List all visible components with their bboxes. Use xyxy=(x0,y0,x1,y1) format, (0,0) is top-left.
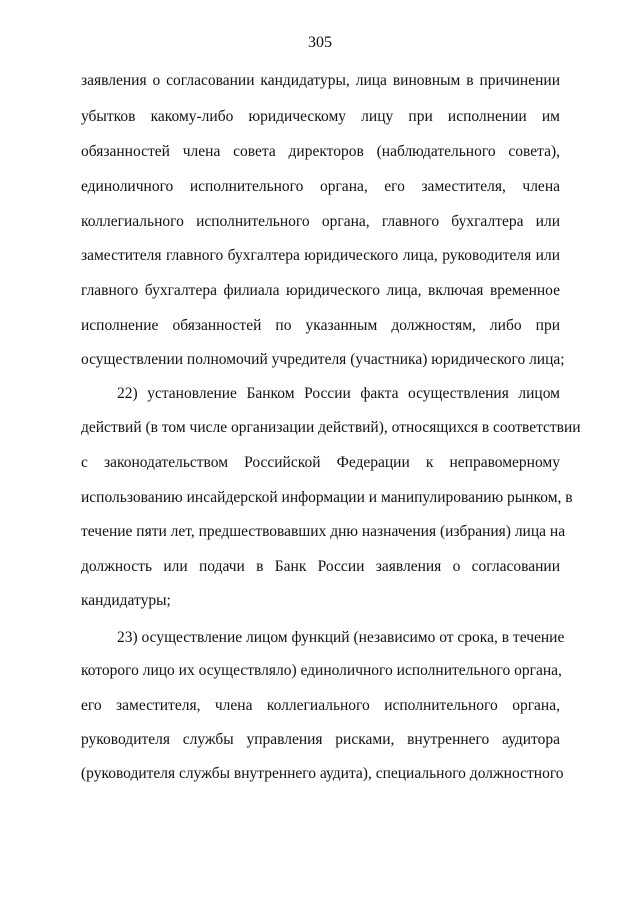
text-line: заместителя главного бухгалтера юридического лица, руководителя или xyxy=(81,247,560,264)
text-line: коллегиального исполнительного органа, главного бухгалтера или xyxy=(81,213,560,230)
text-line: обязанностей члена совета директоров (наблюдательного совета), xyxy=(81,143,560,160)
text-line: (руководителя службы внутреннего аудита), специального должностного xyxy=(81,765,564,782)
text-line: действий (в том числе организации действий), относящихся в соответствии xyxy=(81,419,581,436)
text-line: исполнение обязанностей по указанным должностям, либо при xyxy=(81,317,560,334)
text-line: с законодательством Российской Федерации к неправомерному xyxy=(81,454,560,471)
text-line: главного бухгалтера филиала юридического лица, включая временное xyxy=(81,282,560,299)
paragraph-end-line: осуществлении полномочий учредителя (участника) юридического лица; xyxy=(81,351,565,368)
text-line: течение пяти лет, предшествовавших дню назначения (избрания) лица на xyxy=(81,523,566,540)
text-line: единоличного исполнительного органа, его заместителя, члена xyxy=(81,178,560,195)
paragraph-end-line: кандидатуры; xyxy=(81,592,171,609)
text-line: использованию инсайдерской информации и манипулированию рынком, в xyxy=(81,489,573,506)
text-line: заявления о согласовании кандидатуры, лица виновным в причинении xyxy=(81,72,560,89)
item-22-start: 22) установление Банком России факта осуществления лицом xyxy=(117,385,560,402)
text-line: должность или подачи в Банк России заявления о согласовании xyxy=(81,558,560,575)
text-line: убытков какому-либо юридическому лицу при исполнении им xyxy=(81,108,560,125)
page-number: 305 xyxy=(308,34,332,51)
text-line: которого лицо их осуществляло) единоличного исполнительного органа, xyxy=(81,662,562,679)
text-line: руководителя службы управления рисками, внутреннего аудитора xyxy=(81,731,560,748)
text-line: его заместителя, члена коллегиального исполнительного органа, xyxy=(81,697,560,714)
item-23-start: 23) осуществление лицом функций (независимо от срока, в течение xyxy=(117,629,565,646)
